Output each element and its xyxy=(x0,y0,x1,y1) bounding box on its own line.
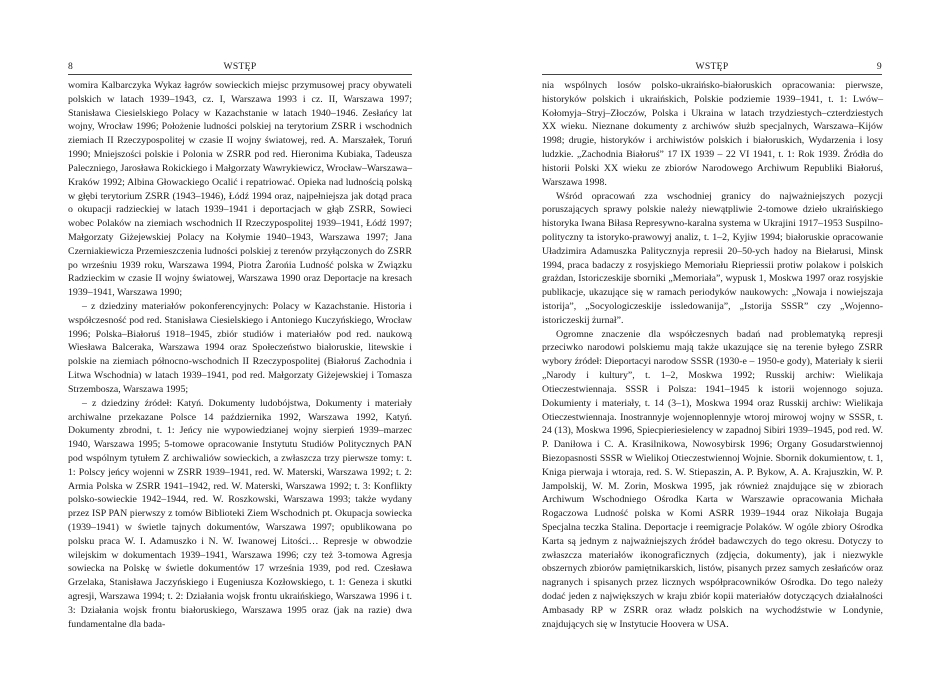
paragraph: Ogromne znaczenie dla współczesnych badań nad problematyką represji przeciwko narodowi polskiemu mają także ukazujące się na terenie byłego ZSRR wybory źródeł: Dieportacyi narodow SSSR (1930-e – 1950-e gody), Materiały k sierii „Narody i kultury”, t. 1–2, Moskwa 1992; Russkij archiw: Wielikaja Otieczestwiennaja. SSSR i Polsza: 1941–1945 k istorii wojennogo sojuza. Dokumienty i materiały, t. 14 (3–1), Moskwa 1994 oraz Russkij archiw: Wielikaja Otieczestwiennaja. Inostrannyje wojennoplennyje wtoroj mirowoj wojny w SSSR, t. 24 (13), Moskwa 1996, Spiecpieriesielency w zapadnoj Sibiri 1939–1945, pod red. W. P. Daniłowa i C. A. Krasilnikowa, Nowosybirsk 1996; Organy Gosudarstwiennoj Biezopasnosti SSSR w Wielikoj Otieczestwiennoj Wojnie. Sbornik dokumientow, t. 1, Kniga pierwaja i wtoraja, red. S. W. Stiepaszin, A. P. Bykow, A. A. Krajuszkin, W. P. Jampolskij, W. M. Zorin, Moskwa 1995, jak również znajdujące się w zbiorach Archiwum Wschodniego Ośrodka Karta w Warszawie opracowania Michała Rogaczowa Ludność polska w Komi ASRR 1939–1944 oraz Nikołaja Bugaja Specjalna teczka Stalina. Deportacje i reemigracje Polaków. W ogóle zbiory Ośrodka Karta są jednym z najważniejszych źródeł badawczych do tego okresu. Dotyczy to zwłaszcza materiałów ikonograficznych (zdjęcia, dokumenty), jak i niezwykle obszernych zbiorów pamiętnikarskich, listów, pisanych przez samych zesłańców oraz nagranych i spisanych przez licznych współpracowników Ośrodka. Do tego należy dodać jeden z największych w kraju zbiór kopii materiałów dotyczących działalności Ambasady RP w ZSRR oraz władz polskich na wychodźstwie w Londynie, znajdujących się w Instytucie Hoovera w USA. xyxy=(542,328,883,630)
header-rule xyxy=(68,74,412,75)
right-running-header xyxy=(542,61,882,75)
page-number: 9 xyxy=(876,61,882,72)
running-head-title: WSTĘP xyxy=(223,61,257,72)
left-body-text xyxy=(68,79,412,632)
page-number: 8 xyxy=(68,61,74,72)
header-rule xyxy=(542,74,882,75)
paragraph: – z dziedziny źródeł: Katyń. Dokumenty ludobójstwa, Dokumenty i materiały archiwalne przekazane Polsce 14 października 1992, Warszawa 1992, Katyń. Dokumenty zbrodni, t. 1: Jeńcy nie wypowiedzianej wojny sierpień 1939–marzec 1940, Warszawa 1995; 5-tomowe opracowanie Instytutu Studiów Politycznych PAN pod wspólnym tytułem Z archiwaliów sowieckich, a zwłaszcza trzy pierwsze tomy: t. 1: Polscy jeńcy wojenni w ZSRR 1939–1941, red. W. Materski, Warszawa 1992; t. 2: Armia Polska w ZSRR 1941–1942, red. W. Materski, Warszawa 1992; t. 3: Konflikty polsko-sowieckie 1942–1944, red. W. Roszkowski, Warszawa 1993; także wydany przez ISP PAN pierwszy z tomów Biblioteki Ziem Wschodnich pt. Okupacja sowiecka (1939–1941) w świetle tajnych dokumentów, Warszawa 1997; opublikowana po polsku praca W. I. Adamuszko i N. W. Iwanowej Litości… Represje w obwodzie wilejskim w dokumentach 1939–1941, Warszawa 1996; czy też 3-tomowa Agresja sowiecka na Polskę w świetle dokumentów 17 września 1939, pod red. Czesława Grzelaka, Stanisława Jaczyńskiego i Eugeniusza Kozłowskiego, t. 1: Geneza i skutki agresji, Warszawa 1994; t. 2: Działania wojsk frontu ukraińskiego, Warszawa 1996 i t. 3: Działania wojsk frontu białoruskiego, Warszawa 1995 oraz (jak na razie) dwa fundamentalne dla bada- xyxy=(68,397,412,630)
left-running-header xyxy=(68,61,412,75)
right-body-text xyxy=(542,79,883,632)
paragraph: – z dziedziny materiałów pokonferencyjnych: Polacy w Kazachstanie. Historia i współczesność pod red. Stanisława Ciesielskiego i Antoniego Kuczyńskiego, Wrocław 1996; Polska–Białoruś 1918–1945, zbiór studiów i materiałów pod red. naukową Wiesława Balceraka, Warszawa 1994 oraz Społeczeństwo białoruskie, litewskie i polskie na ziemiach północno-wschodnich II Rzeczypospolitej (Białoruś Zachodnia i Litwa Wschodnia) w latach 1939–1941, pod red. Małgorzaty Giżejewskiej i Tomasza Strzembosza, Warszawa 1995; xyxy=(68,301,412,395)
paragraph: Wśród opracowań zza wschodniej granicy do najważniejszych pozycji poruszających sprawy polskie należy niewątpliwie 2-tomowe dzieło ukraińskiego historyka Iwana Biłasa Represywno-karalna systema w Ukrajini 1917–1953 Suspilno-polityczny ta istoryko-prawowyj analiz, t. 1–2, Kyjiw 1994; białoruskie opracowanie Uładzimira Adamuszka Palitycznyja represii 20–50-ych hadoy na Biełarusi, Minsk 1994, praca badaczy z rosyjskiego Memoriału Riepriessii protiw polakow i polskich grażdan, Istoriczeskije sborniki „Memoriała”, wypusk 1, Moskwa 1997 oraz rosyjskie publikacje, ukazujące się w ramach periodyków naukowych: „Nowaja i nowiejszaja istorija”, „Socyologiczeskije issledowanija”, „Istorija SSSR” czy „Wojenno-istoriczeskij żurnał”. xyxy=(542,190,883,326)
right-page xyxy=(475,0,950,675)
running-head-title: WSTĘP xyxy=(695,61,729,72)
paragraph: nia wspólnych losów polsko-ukraińsko-białoruskich opracowania: pierwsze, historyków polskich i ukraińskich, Polskie podziemie 1939–1941, t. 1: Lwów–Kołomyja–Stryj–Złoczów, Polska i Ukraina w latach trzydziestych–czterdziestych XX wieku. Nieznane dokumenty z archiwów służb specjalnych, Warszawa–Kijów 1998; drugie, historyków i archiwistów polskich i białoruskich, Wydarzenia i losy ludzkie. „Zachodnia Białoruś” 17 IX 1939 – 22 VI 1941, t. 1: Rok 1939. Źródła do historii Polski XX wieku ze zbiorów Narodowego Archiwum Republiki Białoruś, Warszawa 1998. xyxy=(542,80,883,188)
paragraph: womira Kalbarczyka Wykaz łagrów sowieckich miejsc przymusowej pracy obywateli polskich w latach 1939–1943, cz. I, Warszawa 1993 i cz. II, Warszawa 1997; Stanisława Ciesielskiego Polacy w Kazachstanie w latach 1940–1946. Zesłańcy lat wojny, Wrocław 1996; Położenie ludności polskiej na terytorium ZSRR i wschodnich ziemiach II Rzeczypospolitej w czasie II wojny światowej, red. A. Marszałek, Toruń 1990; Mniejszości polskie i Polonia w ZSRR pod red. Hieronima Kubiaka, Tadeusza Paleczniego, Jarosława Rokickiego i Małgorzaty Wawrykiewicz, Wrocław–Warszawa–Kraków 1992; Albina Głowackiego Ocalić i repatriować. Opieka nad ludnością polską w głębi terytorium ZSRR (1943–1946), Łódź 1994 oraz, najpełniejsza jak dotąd praca o okupacji radzieckiej w latach 1939–1941 i deportacjach w głąb ZSRR, Sowieci wobec Polaków na ziemiach wschodnich II Rzeczypospolitej 1939–1941, Łódź 1997; Małgorzaty Giżejewskiej Polacy na Kołymie 1940–1943, Warszawa 1997; Jana Czerniakiewicza Przemieszczenia ludności polskiej z terenów przyłączonych do ZSRR po wrześniu 1939 roku, Warszawa 1994, Piotra Żarońia Ludność polska w Związku Radzieckim w czasie II wojny światowej, Warszawa 1990 oraz Deportacje na kresach 1939–1941, Warszawa 1990; xyxy=(68,80,412,299)
